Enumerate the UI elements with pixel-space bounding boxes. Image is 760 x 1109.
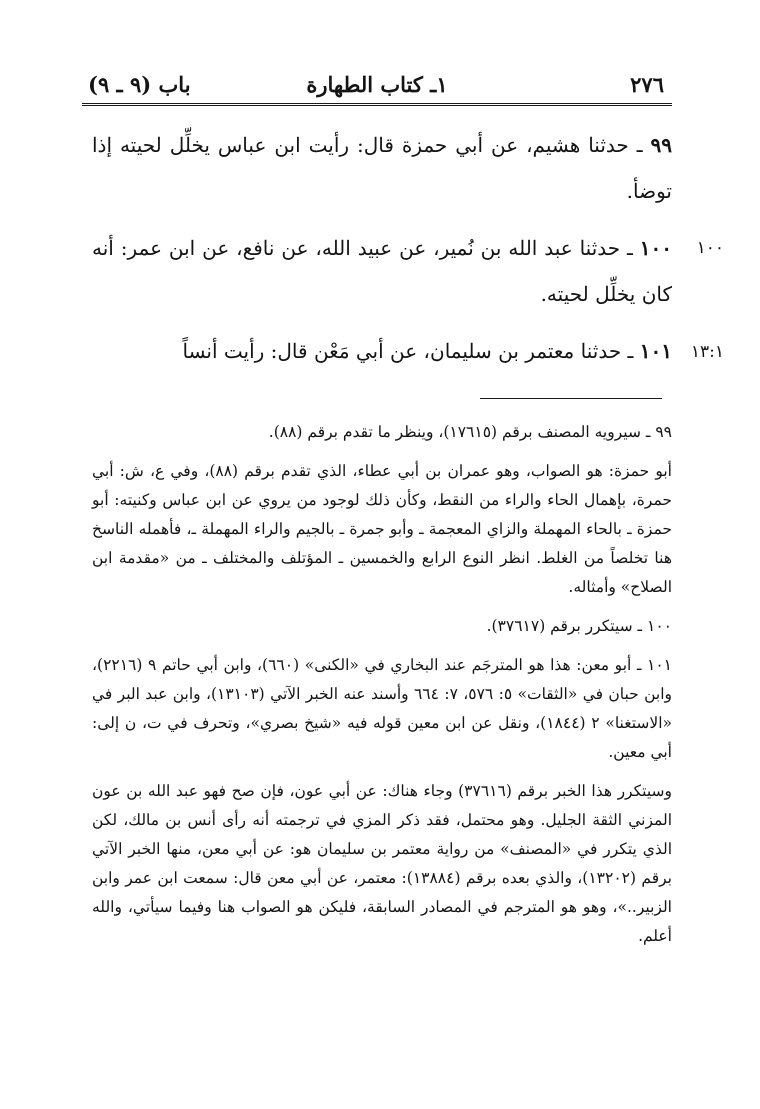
footnote-99-detail: أبو حمزة: هو الصواب، وهو عمران بن أبي عطاء، الذي تقدم برقم (٨٨)، وفي ع، ش: أبي حمرة، بإهمال الحاء والراء من النقط، وكأن ذلك لوجود من يروي عن ابن عباس وكنيته: أبو حمزة ـ بالحاء المهملة والزاي المعجمة ـ وأبو جمرة ـ بالجيم والراء المهملة ـ، فأهمله الناسخ هنا تخلصاً من الغلط. انظر النوع الرابع والخمسين ـ المؤتلف والمختلف ـ من «مقدمة ابن الصلاح» وأمثاله. [92, 462, 672, 596]
hadith-number: ٩٩ [650, 133, 673, 157]
header-rule [82, 103, 672, 109]
footnote-101-detail: وسيتكرر هذا الخبر برقم (٣٧٦١٦) وجاء هناك: عن أبي عون، فإن صح فهو عبد الله بن عون المزني الثقة الجليل. وهو محتمل، فقد ذكر المزي في ترجمته أنه رأى أنس بن مالك، لكن الذي يتكرر في «المصنف» من رواية معتمر بن سليمان هو: عن أبي معن، منها الخبر الآتي برقم (١٣٢٠٢)، والذي بعده برقم (١٣٨٨٤): معتمر، عن أبي معن قال: سمعت ابن عمر وابن الزبير..»، وهو هو المترجم في المصادر السابقة، فليكن هو الصواب هنا وفيما سيأتي، والله أعلم. [92, 782, 672, 945]
hadith-number: ١٠٠ [639, 236, 672, 260]
footnote-100: ١٠٠ ـ سيتكرر برقم (٣٧٦١٧). [486, 617, 672, 635]
chapter-title: باب (٩ ـ ٩) [88, 72, 191, 97]
hadith-text: ـ حدثنا عبد الله بن نُمير، عن عبيد الله، عن نافع، عن ابن عمر: أنه كان يخلِّل لحيته. [92, 236, 672, 306]
hadith-text: ـ حدثنا هشيم، عن أبي حمزة قال: رأيت ابن عباس يخلِّل لحيته إذا توضأ. [92, 133, 672, 203]
hadith-number: ١٠١ [639, 339, 672, 363]
page-number: ٢٧٦ [630, 72, 664, 97]
footnotes [92, 418, 672, 951]
footnote-99: ٩٩ ـ سيرويه المصنف برقم (١٧٦١٥)، وينظر ما تقدم برقم (٨٨). [268, 423, 672, 441]
hadith-99 [92, 122, 672, 214]
book-title: ١ـ كتاب الطهارة [306, 72, 448, 97]
page-header [82, 68, 672, 102]
margin-ref-100: ١٠٠ [696, 238, 724, 258]
hadith-100 [92, 225, 672, 317]
margin-ref-101: ١٣:١ [690, 342, 724, 362]
footnote-separator [480, 398, 662, 399]
hadith-101 [92, 328, 672, 374]
footnote-101: ١٠١ ـ أبو معن: هذا هو المترجَم عند البخاري في «الكنى» (٦٦٠)، وابن أبي حاتم ٩ (٢٢١٦)، وابن حبان في «الثقات» ٥: ٥٧٦، ٧: ٦٦٤ وأسند عنه الخبر الآتي (١٣١٠٣)، وابن عبد البر في «الاستغنا» ٢ (١٨٤٤)، ونقل عن ابن معين قوله فيه «شيخ بصري»، وتحرف في ت، ن إلى: أبي معين. [92, 656, 673, 761]
hadith-text: ـ حدثنا معتمر بن سليمان، عن أبي مَعْن قال: رأيت أنساً [182, 339, 634, 363]
